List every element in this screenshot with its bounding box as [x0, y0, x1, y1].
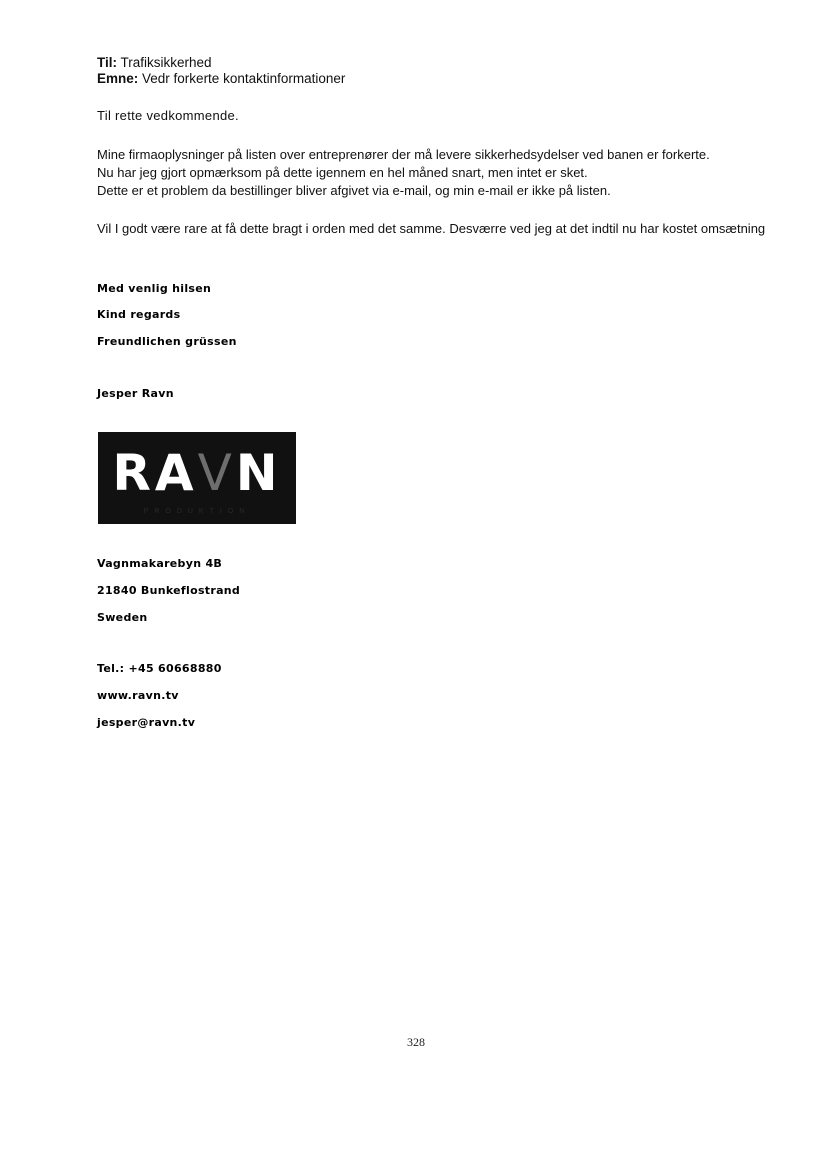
closing-danish: Med venlig hilsen: [97, 282, 212, 295]
body-paragraph-1: [97, 146, 710, 200]
body-line: Nu har jeg gjort opmærksom på dette igennem en hel måned snart, men intet er sket.: [97, 165, 588, 180]
logo-text-right: N: [235, 444, 282, 502]
email-header: [97, 55, 345, 87]
closing-english: Kind regards: [97, 308, 181, 321]
to-value: Trafiksikkerhed: [120, 55, 212, 70]
subject-row: [97, 71, 345, 87]
subject-label: Emne:: [97, 71, 139, 86]
address-country: Sweden: [97, 611, 148, 624]
to-label: Til:: [97, 55, 117, 70]
body-paragraph-2: Vil I godt være rare at få dette bragt i orden med det samme. Desværre ved jeg at det indtil nu har kostet omsætning: [97, 221, 766, 236]
body-line: Dette er et problem da bestillinger bliver afgivet via e-mail, og min e-mail er ikke på listen.: [97, 183, 611, 198]
body-line: Mine firmaoplysninger på listen over entreprenører der må levere sikkerhedsydelser ved banen er forkerte.: [97, 147, 710, 162]
sender-name: Jesper Ravn: [97, 387, 174, 400]
greeting: Til rette vedkommende.: [97, 108, 239, 123]
to-row: [97, 55, 345, 71]
logo-tagline: PRODUKTION: [143, 508, 251, 515]
tel-value: +45 60668880: [128, 662, 222, 675]
address-postal: 21840 Bunkeflostrand: [97, 584, 241, 597]
logo-text-v: V: [197, 444, 236, 502]
page-number: 328: [407, 1035, 425, 1049]
contact-email-link[interactable]: jesper@ravn.tv: [97, 716, 196, 729]
address-street: Vagnmakarebyn 4B: [97, 557, 223, 570]
subject-value: Vedr forkerte kontaktinformationer: [142, 71, 346, 86]
logo-text-left: RA: [112, 444, 198, 502]
ravn-logo: [98, 432, 296, 524]
contact-phone: [97, 662, 222, 675]
logo-wordmark: [98, 444, 296, 502]
tel-label: Tel.:: [97, 662, 125, 675]
contact-website-link[interactable]: www.ravn.tv: [97, 689, 179, 702]
closing-german: Freundlichen grüssen: [97, 335, 237, 348]
